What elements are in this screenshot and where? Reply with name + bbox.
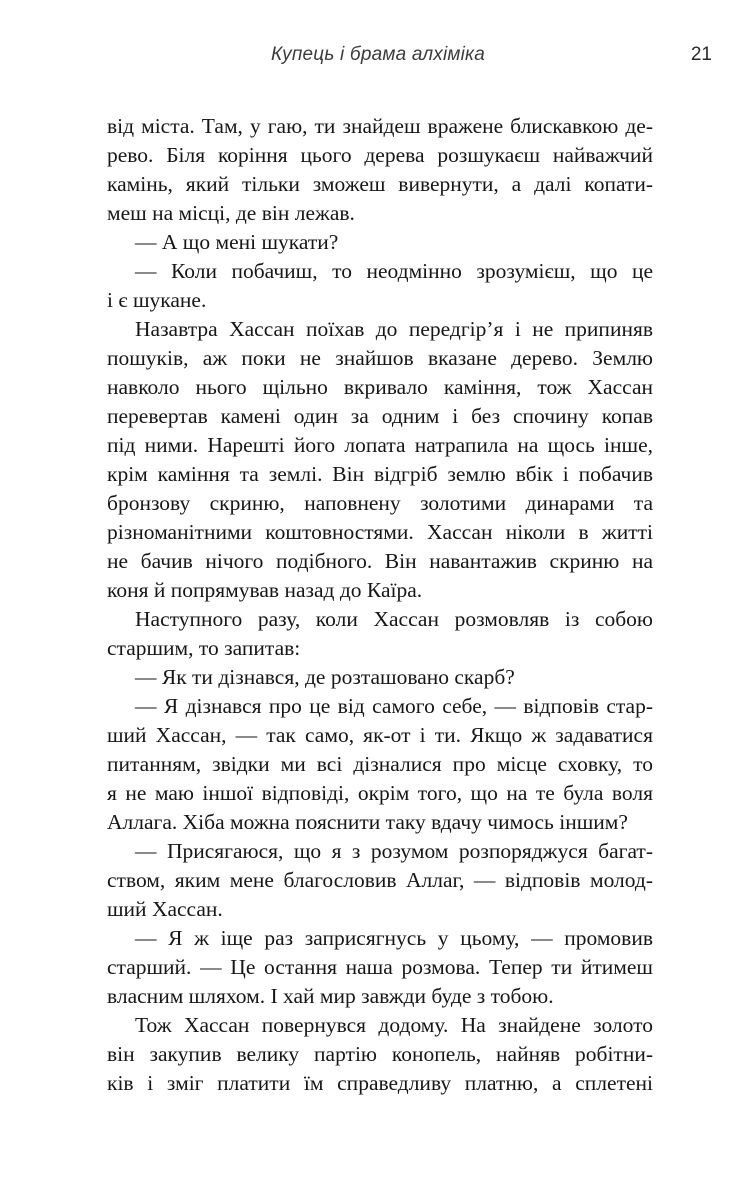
text-line: старший. — Це остання наша розмова. Тепер ти йтимеш	[107, 955, 653, 979]
text-line: — Я ж іще раз заприсягнусь у цьому, — промовив	[135, 926, 653, 950]
text-line: навколо нього щільно вкривало каміння, тож Хассан	[107, 375, 653, 399]
text-line: ків і зміг платити їм справедливу платню, а сплетені	[107, 1071, 653, 1095]
text-line: — Присягаюся, що я з розумом розпоряджуся багат-	[135, 839, 653, 863]
text-line: бронзову скриню, наповнену золотими динарами та	[107, 491, 653, 515]
text-line: меш на місці, де він лежав.	[107, 201, 355, 225]
text-line: — А що мені шукати?	[135, 230, 339, 254]
page-number: 21	[690, 44, 712, 65]
text-line: перевертав камені один за одним і без спочину копав	[107, 404, 653, 428]
text-line: камінь, який тільки зможеш вивернути, а далі копати-	[107, 172, 653, 196]
text-line: Аллага. Хіба можна пояснити таку вдачу чимось іншим?	[107, 810, 628, 834]
text-line: Тож Хассан повернувся додому. На знайдене золото	[135, 1013, 653, 1037]
text-line: пошуків, аж поки не знайшов вказане дерево. Землю	[107, 346, 653, 370]
text-line: — Як ти дізнався, де розташовано скарб?	[135, 665, 515, 689]
text-line: — Я дізнався про це від самого себе, — відповів стар-	[135, 694, 653, 718]
text-line: ством, яким мене благословив Аллаг, — відповів молод-	[107, 868, 653, 892]
running-title: Купець і брама алхіміка	[270, 44, 485, 65]
text-line: крім каміння та землі. Він відгріб землю вбік і побачив	[107, 462, 653, 486]
text-line: ший Хассан.	[107, 897, 223, 921]
text-line: різноманітними коштовностями. Хассан ніколи в житті	[107, 520, 653, 544]
text-line: коня й попрямував назад до Каїра.	[107, 578, 423, 602]
body-text	[107, 112, 653, 1098]
text-line: під ними. Нарешті його лопата натрапила на щось інше,	[107, 433, 653, 457]
text-line: Назавтра Хассан поїхав до передгір’я і не припиняв	[135, 317, 653, 341]
text-line: я не маю іншої відповіді, окрім того, що на те була воля	[107, 781, 653, 805]
text-line: — Коли побачиш, то неодмінно зрозумієш, що це	[135, 259, 653, 283]
text-line: власним шляхом. І хай мир завжди буде з тобою.	[107, 984, 554, 1008]
text-line: рево. Біля коріння цього дерева розшукаєш найважчий	[107, 143, 653, 167]
text-line: від міста. Там, у гаю, ти знайдеш вражене блискавкою де-	[107, 114, 653, 138]
text-line: старшим, то запитав:	[107, 636, 301, 660]
text-line: питанням, звідки ми всі дізналися про місце сховку, то	[107, 752, 653, 776]
text-line: Наступного разу, коли Хассан розмовляв із собою	[135, 607, 653, 631]
text-line: не бачив нічого подібного. Він навантажив скриню на	[107, 549, 653, 573]
running-header	[0, 44, 756, 70]
text-line: він закупив велику партію конопель, найняв робітни-	[107, 1042, 653, 1066]
text-line: і є шукане.	[107, 288, 207, 312]
text-line: ший Хассан, — так само, як-от і ти. Якщо ж задаватися	[107, 723, 653, 747]
